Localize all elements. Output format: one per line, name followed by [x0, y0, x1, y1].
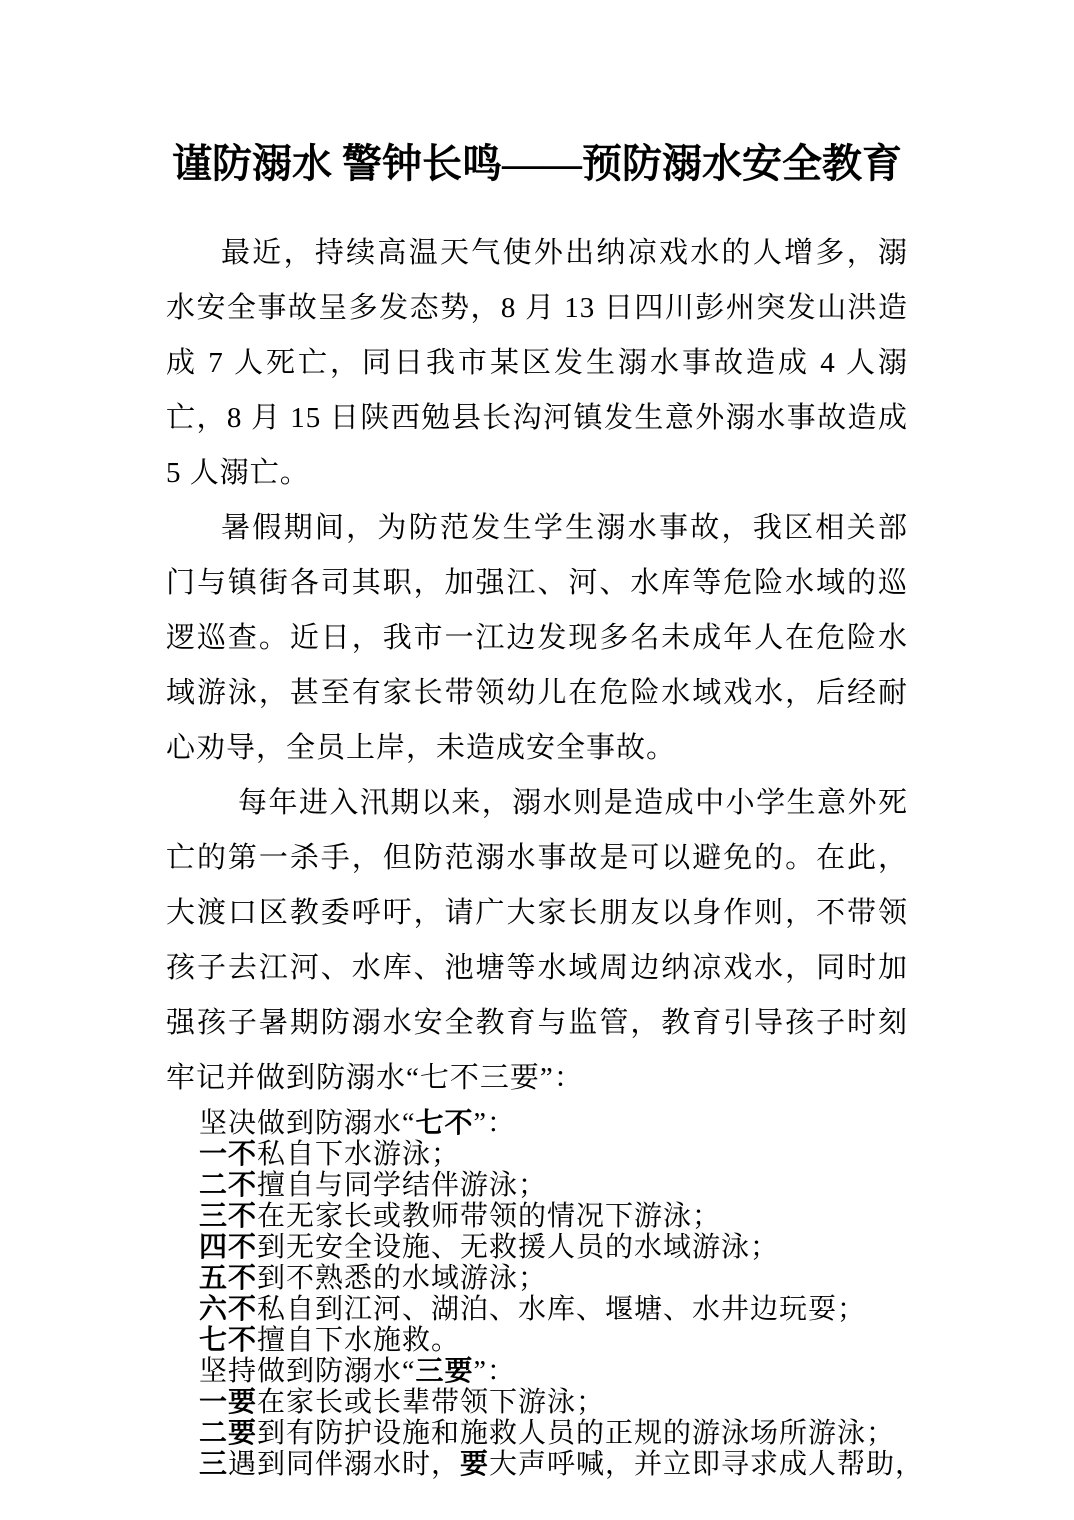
rule-text-run: 私自到江河、湖泊、水库、堰塘、水井边玩耍； — [257, 1294, 867, 1325]
three-dos-header — [199, 1356, 908, 1387]
rule-bold-run: 五不 — [199, 1263, 258, 1294]
document-title: 谨防溺水 警钟长鸣——预防溺水安全教育 — [172, 141, 902, 186]
rule-text-run: 到有防护设施和施救人员的正规的游泳场所游泳； — [257, 1418, 896, 1449]
rule-bold-run: 要 — [460, 1449, 490, 1480]
rules-section — [199, 1108, 925, 1480]
rule-bold-run: 四不 — [199, 1232, 258, 1263]
rule-bold-run: 一不 — [199, 1139, 258, 1170]
rule-text-run: 遇到同伴溺水时， — [228, 1449, 461, 1480]
seven-nos-header — [199, 1108, 908, 1139]
rule-text-run: 在家长或长辈带领下游泳； — [257, 1387, 606, 1418]
paragraph-flood-season-appeal: 每年进入汛期以来，溺水则是造成中小学生意外死亡的第一杀手，但防范溺水事故是可以避免的。在此，大渡口区教委呼吁，请广大家长朋友以身作则，不带领孩子去江河、水库、池塘等水域周边纳凉戏水，同时加强孩子暑期防溺水安全教育与监管，教育引导孩子时刻牢记并做到防溺水“七不三要”： — [166, 787, 908, 1094]
rule-text-run: 私自下水游泳； — [257, 1139, 461, 1170]
rule-no-3 — [199, 1201, 908, 1232]
rule-no-4 — [199, 1232, 908, 1263]
paragraph-recent-incidents: 最近，持续高温天气使外出纳凉戏水的人增多，溺水安全事故呈多发态势，8 月 13 日四川彭州突发山洪造成 7 人死亡，同日我市某区发生溺水事故造成 4 人溺亡，8 月 15 日陕西勉县长沟河镇发生意外溺水事故造成 5 人溺亡。 — [166, 237, 908, 489]
rule-text-run: 坚持做到防溺水“ — [199, 1356, 416, 1387]
rule-bold-run: 三要 — [415, 1356, 474, 1387]
rule-do-1 — [199, 1387, 908, 1418]
rule-no-7 — [199, 1325, 908, 1356]
rule-text-run: 大声呼喊，并立即寻求成人帮助， — [489, 1449, 925, 1480]
rule-text-run: 到无安全设施、无救援人员的水域游泳； — [257, 1232, 780, 1263]
rule-do-2 — [199, 1418, 908, 1449]
rule-text-run: 擅自下水施救。 — [257, 1325, 461, 1356]
rule-no-1 — [199, 1139, 908, 1170]
rule-text-run: ”： — [473, 1108, 516, 1139]
rule-bold-run: 二不 — [199, 1170, 258, 1201]
rule-do-3 — [199, 1449, 925, 1480]
rule-text-run: 坚决做到防溺水“ — [199, 1108, 416, 1139]
rule-bold-run: 七不 — [415, 1108, 474, 1139]
rule-text-run: 擅自与同学结伴游泳； — [257, 1170, 548, 1201]
rule-bold-run: 六不 — [199, 1294, 258, 1325]
rule-text-run: 到不熟悉的水域游泳； — [257, 1263, 548, 1294]
rule-bold-run: 三 — [199, 1449, 229, 1480]
rule-no-2 — [199, 1170, 908, 1201]
paragraph-summer-patrols: 暑假期间，为防范发生学生溺水事故，我区相关部门与镇街各司其职，加强江、河、水库等危险水域的巡逻巡查。近日，我市一江边发现多名未成年人在危险水域游泳，甚至有家长带领幼儿在危险水域戏水，后经耐心劝导，全员上岸，未造成安全事故。 — [166, 512, 908, 764]
rule-text-run: 在无家长或教师带领的情况下游泳； — [257, 1201, 722, 1232]
rule-bold-run: 一要 — [199, 1387, 258, 1418]
rule-no-6 — [199, 1294, 908, 1325]
rule-text-run: ”： — [473, 1356, 516, 1387]
rule-bold-run: 七不 — [199, 1325, 258, 1356]
rule-bold-run: 二要 — [199, 1418, 258, 1449]
rule-bold-run: 三不 — [199, 1201, 258, 1232]
rule-no-5 — [199, 1263, 908, 1294]
